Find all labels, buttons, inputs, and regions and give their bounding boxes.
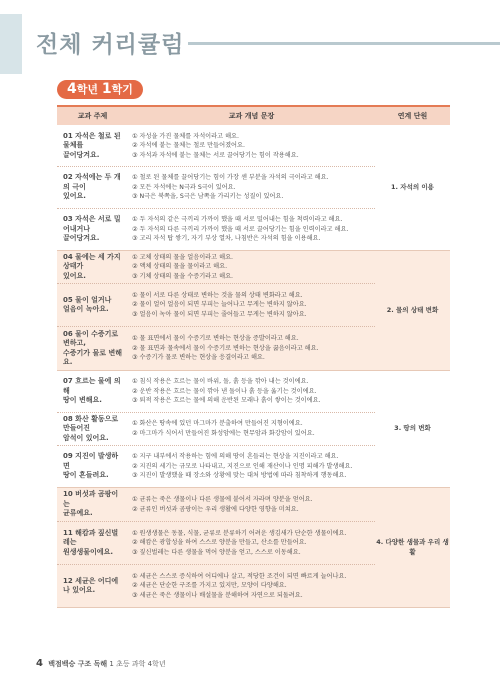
statement-line: ② 모든 자석에는 N극과 S극이 있어요.: [132, 183, 236, 191]
topic-line: 원생생물이에요.: [63, 547, 113, 556]
table-row: [57, 446, 375, 487]
topic-line: 01 자석은 철로 된 물체를: [63, 131, 121, 150]
table-row: [57, 327, 375, 370]
row-topic-text: [63, 452, 122, 480]
table-row: [57, 209, 375, 250]
row-topic: [57, 327, 128, 370]
linked-unit: 1. 자석의 이용: [391, 183, 434, 192]
row-topic-text: [63, 253, 122, 281]
statement-line: ③ 지진이 발생했을 때 장소와 상황에 맞는 대처 방법에 따라 침착하게 행동해요.: [132, 472, 347, 480]
table-row: [57, 167, 375, 209]
statement-line: ③ 세균은 죽은 생물이나 배설물을 분해하여 자연으로 되돌려요.: [132, 591, 303, 599]
topic-line: 균류예요.: [63, 509, 93, 518]
statement-line: ① 물이 서로 다른 상태로 변하는 것을 물의 상태 변화라고 해요.: [132, 291, 303, 299]
row-statements: [128, 446, 375, 487]
unit-group: [57, 251, 450, 371]
row-statements: [128, 327, 375, 370]
row-topic: [57, 126, 128, 166]
statement-line: ② 해캄은 광합성을 하여 스스로 양분을 만들고, 산소를 만들어요.: [132, 539, 307, 547]
row-topic-text: [63, 296, 111, 315]
curriculum-table: [57, 105, 450, 608]
grade-number: 4: [67, 81, 77, 97]
row-topic: [57, 446, 128, 487]
topic-line: 끌어당겨요.: [63, 234, 100, 243]
unit-group: [57, 488, 450, 608]
row-topic: [57, 167, 128, 208]
page-footer: [36, 658, 166, 669]
topic-line: 있어요.: [63, 271, 86, 280]
row-topic: [57, 251, 128, 283]
statement-line: ② 두 자석의 다른 극끼리 가까이 했을 때 서로 끌어당기는 힘을 인력이라고 해요.: [132, 225, 349, 233]
row-statements: [128, 284, 375, 326]
statement-line: ② 마그마가 식어서 만들어진 화성암에는 현무암과 화강암이 있어요.: [132, 430, 315, 437]
title-tab-decoration: [0, 14, 22, 74]
row-topic: [57, 488, 128, 521]
row-topic-text: [63, 415, 122, 443]
table-header: [57, 107, 450, 126]
statement-line: ③ 기체 상태의 물을 수증기라고 해요.: [132, 272, 234, 280]
row-topic: [57, 209, 128, 250]
statement-line: ③ 고리 자석 탑 쌓기, 자기 부상 열차, 나침반은 자석의 힘을 이용해요.: [132, 235, 321, 243]
table-row: [57, 413, 375, 446]
statement-line: ② 운반 작용은 흐르는 물이 깎아 낸 돌이나 흙 등을 옮기는 것이에요.: [132, 387, 317, 395]
unit-group: [57, 371, 450, 488]
topic-line: 04 물에는 세 가지 상태가: [63, 252, 121, 271]
statement-line: ③ 얼음이 녹아 물이 되면 부피는 줄어들고 무게는 변하지 않아요.: [132, 310, 307, 318]
statement-line: ① 세균은 스스로 증식하여 어디에나 살고, 적당한 조건이 되면 빠르게 늘어나요.: [132, 572, 347, 580]
row-topic: [57, 565, 128, 607]
statement-line: ③ 퇴적 작용은 흐르는 물에 의해 운반된 모래나 흙이 쌓이는 것이에요.: [132, 397, 321, 405]
statement-line: ③ N극은 북쪽을, S극은 남쪽을 가리키는 성질이 있어요.: [132, 193, 284, 201]
topic-line: 땅이 흔들려요.: [63, 471, 109, 480]
topic-line: 02 자석에는 두 개의 극이: [63, 173, 121, 191]
header-statement: 교과 개념 문장: [128, 107, 375, 126]
row-topic-text: [63, 377, 122, 405]
table-row: [57, 126, 375, 167]
grade-word: 학년: [76, 83, 99, 96]
row-topic-text: [63, 330, 122, 368]
topic-line: 09 지진이 발생하면: [63, 452, 119, 470]
statement-line: ① 화산은 땅속에 있던 마그마가 분출하여 만들어진 지형이에요.: [132, 420, 303, 428]
topic-line: 07 흐르는 물에 의해: [63, 377, 121, 395]
statement-line: ② 자석에 붙는 물체는 철로 만들어졌어요.: [132, 142, 245, 150]
statement-line: ① 균류는 죽은 생물이나 다른 생물에 붙어서 자라며 양분을 얻어요.: [132, 495, 313, 503]
linked-unit: 3. 땅의 변화: [394, 424, 431, 433]
table-row: [57, 371, 375, 413]
topic-line: 12 세균은 어디에나 있어요.: [63, 576, 119, 594]
row-statements: [128, 209, 375, 250]
statement-line: ② 물이 얼어 얼음이 되면 부피는 늘어나고 무게는 변하지 않아요.: [132, 301, 307, 309]
statement-line: ① 고체 상태의 물을 얼음이라고 해요.: [132, 253, 234, 261]
topic-line: 05 물이 얼거나: [63, 295, 112, 304]
row-topic-text: [63, 529, 122, 557]
statement-line: ③ 자석과 자석에 붙는 물체는 서로 끌어당기는 힘이 작용해요.: [132, 151, 299, 159]
row-topic: [57, 371, 128, 412]
unit-rows: [57, 126, 375, 250]
row-statements: [128, 565, 375, 607]
row-topic: [57, 413, 128, 445]
statement-line: ② 물 표면과 물속에서 물이 수증기로 변하는 현상을 끓음이라고 해요.: [132, 344, 319, 352]
unit-rows: [57, 488, 375, 607]
statement-line: ② 균류인 버섯과 곰팡이는 우리 생활에 다양한 영향을 미쳐요.: [132, 505, 299, 513]
topic-line: 06 물이 수증기로 변하고,: [63, 329, 119, 348]
topic-line: 얼음이 녹아요.: [63, 305, 109, 313]
topic-line: 11 해캄과 짚신벌레는: [63, 528, 119, 547]
topic-line: 수증기가 물로 변해요.: [63, 348, 122, 366]
row-topic-text: [63, 577, 122, 596]
page-number: 4: [36, 658, 43, 669]
row-statements: [128, 126, 375, 166]
statement-line: ① 지구 내부에서 작용하는 힘에 의해 땅이 흔들리는 현상을 지진이라고 해요.: [132, 453, 339, 461]
statement-line: ① 두 자석의 같은 극끼리 가까이 했을 때 서로 밀어내는 힘을 척력이라고 해요.: [132, 216, 343, 224]
row-statements: [128, 167, 375, 208]
topic-line: 끌어당겨요.: [63, 150, 100, 159]
topic-line: 03 자석은 서로 밀어내거나: [63, 215, 121, 233]
row-topic-text: [63, 173, 122, 201]
row-statements: [128, 488, 375, 521]
term-number: 1: [101, 81, 112, 97]
unit-group: [57, 126, 450, 251]
page-title: 전체 커리큘럼: [36, 32, 185, 58]
table-row: [57, 565, 375, 607]
linked-unit: 2. 물의 상태 변화: [386, 305, 439, 314]
topic-line: 암석이 있어요.: [63, 433, 109, 442]
statement-line: ② 지진의 세기는 규모로 나타내고, 지진으로 인해 재산이나 인명 피해가 발생해요.: [132, 462, 353, 470]
table-body: [57, 126, 450, 608]
table-row: [57, 488, 375, 522]
row-topic: [57, 284, 128, 326]
topic-line: 있어요.: [63, 192, 86, 201]
row-topic-text: [63, 215, 122, 243]
header-topic: 교과 주제: [57, 107, 128, 126]
statement-line: ③ 수증기가 물로 변하는 현상을 응결이라고 해요.: [132, 354, 265, 362]
row-statements: [128, 251, 375, 283]
statement-line: ① 원생생물은 동물, 식물, 균류로 분류하기 어려운 생김새가 단순한 생물이에요.: [132, 529, 347, 537]
topic-line: 10 버섯과 곰팡이는: [63, 490, 119, 508]
header-unit: 연계 단원: [375, 107, 450, 126]
title-rule: [188, 42, 500, 45]
row-topic: [57, 522, 128, 564]
grade-term-badge: [57, 80, 143, 99]
row-statements: [128, 522, 375, 564]
table-row: [57, 284, 375, 327]
topic-line: 땅이 변해요.: [63, 396, 102, 405]
statement-line: ① 침식 작용은 흐르는 물이 바위, 돌, 흙 등을 깎아 내는 것이에요.: [132, 378, 309, 386]
row-topic-text: [63, 490, 122, 518]
topic-line: 08 화산 활동으로 만들어진: [63, 414, 119, 433]
row-statements: [128, 413, 375, 445]
statement-line: ② 액체 상태의 물을 물이라고 해요.: [132, 263, 228, 271]
unit-rows: [57, 371, 375, 487]
unit-rows: [57, 251, 375, 370]
row-topic-text: [63, 132, 122, 160]
book-title: 백점백승 구조 독해: [48, 660, 108, 668]
statement-line: ① 물 표면에서 물이 수증기로 변하는 현상을 증발이라고 해요.: [132, 335, 299, 343]
statement-line: ① 자성을 가진 물체를 자석이라고 해요.: [132, 132, 240, 140]
table-row: [57, 251, 375, 284]
statement-line: ① 철로 된 물체를 끌어당기는 힘이 가장 센 부분을 자석의 극이라고 해요.: [132, 174, 329, 182]
linked-unit: 4. 다양한 생물과 우리 생활: [376, 538, 449, 556]
table-row: [57, 522, 375, 565]
statement-line: ③ 짚신벌레는 다른 생물을 먹어 양분을 얻고, 스스로 이동해요.: [132, 548, 301, 556]
book-subtitle: 1 초등 과학 4학년: [109, 660, 166, 668]
statement-line: ② 세균은 단순한 구조를 가지고 있지만, 모양이 다양해요.: [132, 582, 287, 590]
row-statements: [128, 371, 375, 412]
term-word: 학기: [111, 83, 133, 96]
